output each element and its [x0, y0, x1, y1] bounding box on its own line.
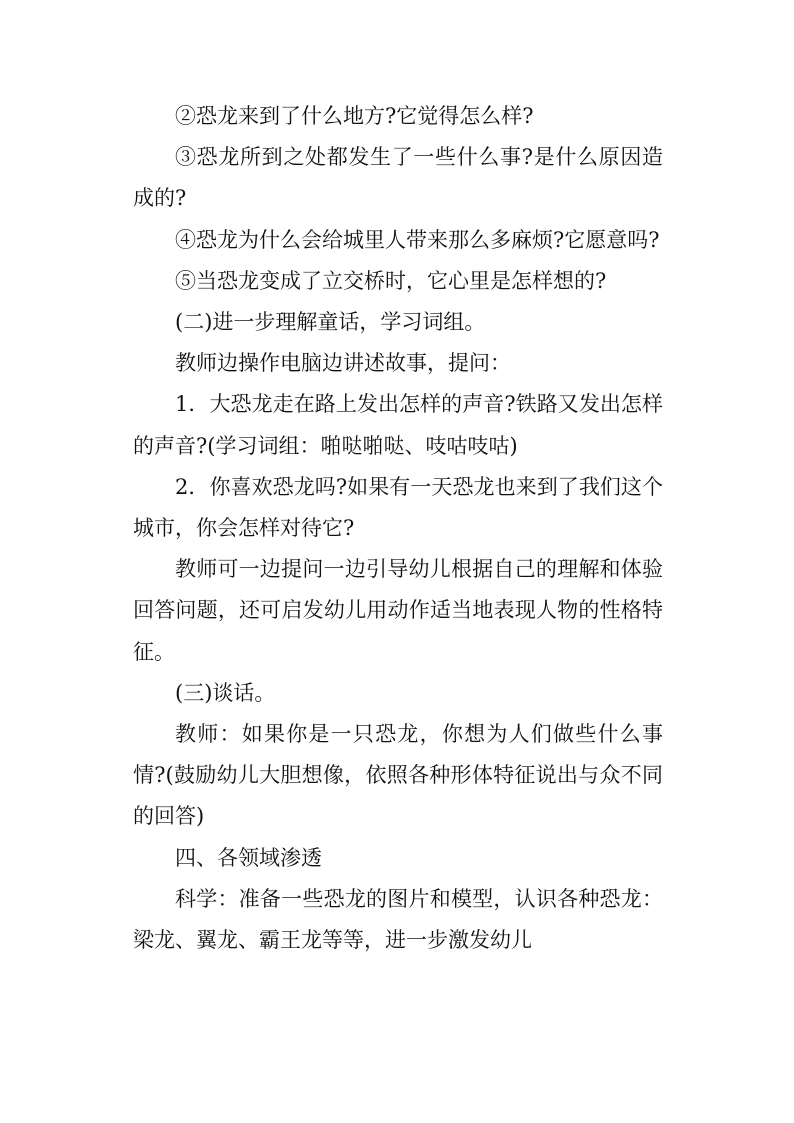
question-item-2: 2．你喜欢恐龙吗?如果有一天恐龙也来到了我们这个城市，你会怎样对待它? — [133, 474, 663, 541]
body-text — [133, 96, 663, 961]
question-5: ⑤当恐龙变成了立交桥时，它心里是怎样想的? — [175, 268, 607, 293]
section-heading-2: (二)进一步理解童话，学习词组。 — [175, 310, 486, 335]
teacher-guidance: 教师可一边提问一边引导幼儿根据自己的理解和体验回答问题，还可启发幼儿用动作适当地表现人物的性格特征。 — [133, 557, 663, 664]
question-4: ④恐龙为什么会给城里人带来那么多麻烦?它愿意吗? — [175, 227, 660, 252]
section-heading-4: 四、各领域渗透 — [175, 845, 322, 870]
teacher-instruction: 教师边操作电脑边讲述故事，提问： — [175, 351, 511, 376]
teacher-talk: 教师：如果你是一只恐龙，你想为人们做些什么事情?(鼓励幼儿大胆想像，依照各种形体特征说出与众不同的回答) — [133, 722, 663, 829]
question-2: ②恐龙来到了什么地方?它觉得怎么样? — [175, 104, 534, 128]
question-3: ③恐龙所到之处都发生了一些什么事?是什么原因造成的? — [133, 145, 663, 211]
section-heading-3: (三)谈话。 — [175, 680, 276, 705]
science-activity: 科学：准备一些恐龙的图片和模型，认识各种恐龙：梁龙、翼龙、霸王龙等等，进一步激发幼儿 — [133, 886, 663, 953]
question-item-1: 1．大恐龙走在路上发出怎样的声音?铁路又发出怎样的声音?(学习词组：啪哒啪哒、吱咕吱咕) — [133, 392, 663, 458]
